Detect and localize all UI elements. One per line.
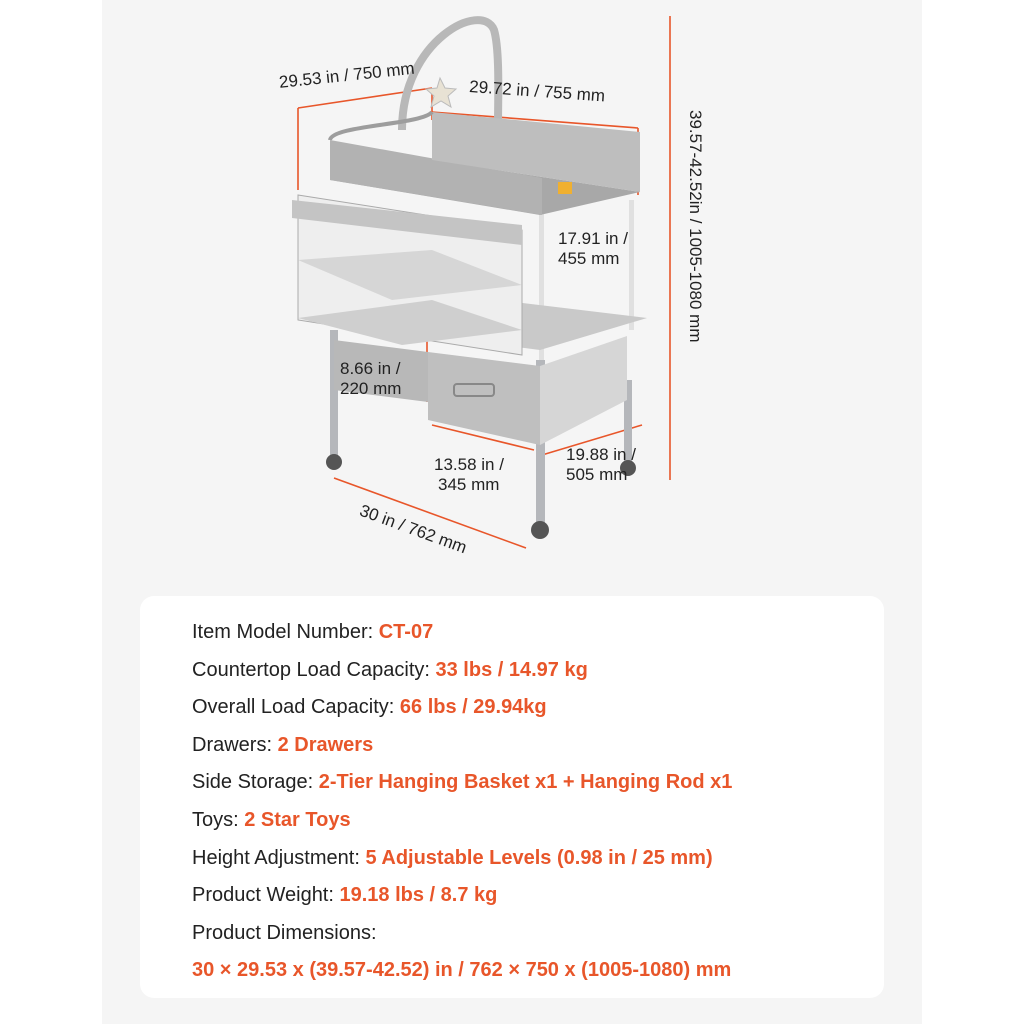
dim-shelf-gap-line1: 17.91 in / bbox=[558, 229, 628, 248]
dim-drawer-height-line1: 8.66 in / bbox=[340, 359, 401, 378]
spec-product-dimensions-value: 30 × 29.53 x (39.57-42.52) in / 762 × 750 x (1005-1080) mm bbox=[192, 959, 732, 982]
spec-product-weight: Product Weight: 19.18 lbs / 8.7 kg bbox=[192, 884, 498, 907]
spec-list bbox=[192, 614, 872, 990]
product-diagram bbox=[102, 0, 922, 590]
dim-line-top-width bbox=[298, 88, 432, 108]
dim-drawer-width-line2: 345 mm bbox=[438, 475, 500, 494]
dim-overall-height: 39.57-42.52in / 1005-1080 mm bbox=[686, 110, 705, 343]
dim-top-depth: 29.72 in / 755 mm bbox=[468, 76, 606, 106]
spec-model-number: Item Model Number: CT-07 bbox=[192, 621, 434, 643]
dim-base-width: 30 in / 762 mm bbox=[357, 500, 470, 558]
spec-height-adjustment: Height Adjustment: 5 Adjustable Levels (0.98 in / 25 mm) bbox=[192, 846, 713, 869]
spec-overall-load: Overall Load Capacity: 66 lbs / 29.94kg bbox=[192, 696, 547, 719]
dim-drawer-depth-line2: 505 mm bbox=[566, 465, 628, 484]
spec-card bbox=[140, 596, 884, 998]
drawer-front bbox=[428, 352, 540, 445]
product-spec-page bbox=[102, 0, 922, 1024]
top-label-decal bbox=[558, 182, 572, 194]
spec-drawers: Drawers: 2 Drawers bbox=[192, 733, 374, 756]
spec-countertop-load: Countertop Load Capacity: 33 lbs / 14.97 kg bbox=[192, 658, 588, 681]
dim-drawer-width-line1: 13.58 in / bbox=[434, 455, 504, 474]
dim-drawer-height-line2: 220 mm bbox=[340, 379, 402, 398]
star-toy-icon bbox=[426, 78, 456, 107]
side-basket bbox=[540, 336, 627, 445]
dim-drawer-depth-line1: 19.88 in / bbox=[566, 445, 636, 464]
spec-side-storage: Side Storage: 2-Tier Hanging Basket x1 + Hanging Rod x1 bbox=[192, 771, 733, 794]
spec-product-dimensions-label: Product Dimensions: bbox=[192, 921, 377, 944]
spec-toys: Toys: 2 Star Toys bbox=[192, 808, 351, 831]
dim-top-width: 29.53 in / 750 mm bbox=[278, 58, 416, 92]
dim-shelf-gap-line2: 455 mm bbox=[558, 249, 620, 268]
